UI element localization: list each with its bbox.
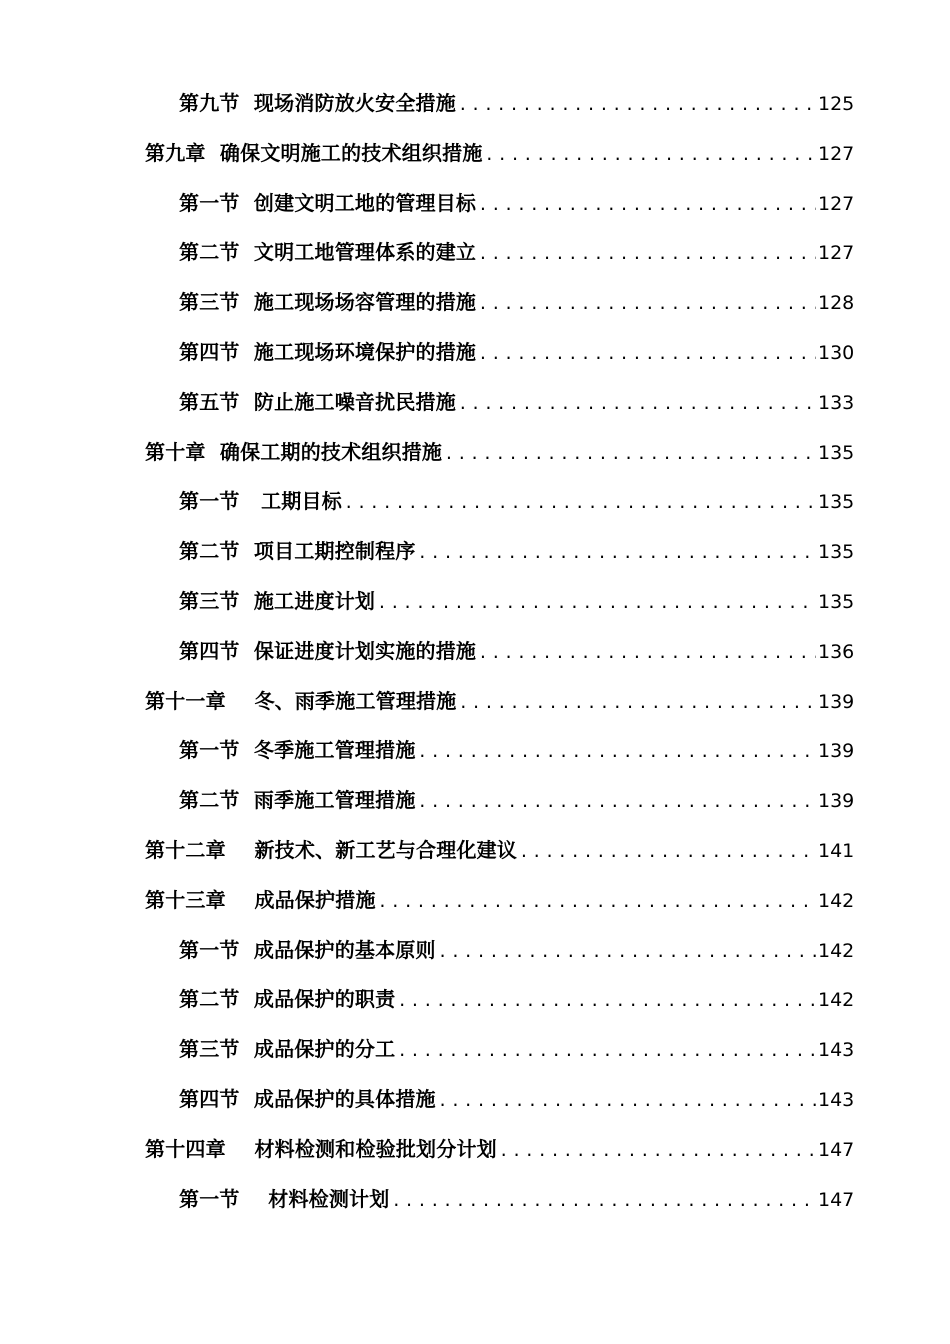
dot-leader — [519, 827, 816, 877]
dot-leader — [458, 80, 816, 130]
toc-chapter-entry[interactable] — [0, 876, 950, 926]
toc-page-number: 142 — [818, 889, 855, 912]
toc-entry-title: 第十章 确保工期的技术组织措施 — [145, 439, 443, 464]
dot-leader — [391, 1176, 816, 1226]
toc-entry-title: 第四节 施工现场环境保护的措施 — [179, 339, 477, 364]
toc-page-number: 142 — [818, 939, 855, 962]
toc-entry-title: 第一节 工期目标 — [179, 489, 342, 514]
dot-leader — [444, 429, 816, 479]
dot-leader — [478, 279, 816, 329]
toc-page-number: 127 — [818, 142, 855, 165]
dot-leader — [378, 877, 816, 927]
toc-page-number: 127 — [818, 242, 855, 265]
toc-section-entry[interactable] — [0, 1075, 950, 1125]
toc-page-number: 143 — [818, 1088, 855, 1111]
toc-section-entry[interactable] — [0, 627, 950, 677]
toc-section-entry[interactable] — [0, 328, 950, 378]
toc-section-entry[interactable] — [0, 577, 950, 627]
dot-leader — [478, 229, 816, 279]
toc-entry-title: 第十二章 新技术、新工艺与合理化建议 — [145, 837, 518, 862]
dot-leader — [377, 578, 816, 628]
toc-page-number: 136 — [818, 640, 855, 663]
toc-page-number: 125 — [818, 93, 855, 115]
dot-leader — [438, 1076, 816, 1126]
toc-entry-title: 第十三章 成品保护措施 — [145, 887, 376, 912]
toc-page-number: 130 — [818, 341, 855, 364]
toc-page-number: 141 — [818, 839, 855, 862]
toc-section-entry[interactable] — [0, 179, 950, 229]
toc-section-entry[interactable] — [0, 278, 950, 328]
toc-entry-title: 第一节 材料检测计划 — [179, 1186, 390, 1211]
toc-page-number: 128 — [818, 292, 855, 315]
toc-page-number: 135 — [818, 441, 855, 464]
toc-entry-title: 第十四章 材料检测和检验批划分计划 — [145, 1136, 497, 1161]
toc-chapter-entry[interactable] — [0, 428, 950, 478]
dot-leader — [499, 1126, 816, 1176]
dot-leader — [478, 180, 816, 230]
toc-chapter-entry[interactable] — [0, 826, 950, 876]
toc-entry-title: 第二节 雨季施工管理措施 — [179, 788, 416, 813]
toc-chapter-entry[interactable] — [0, 677, 950, 727]
toc-section-entry[interactable] — [0, 477, 950, 527]
toc-page-number: 127 — [818, 192, 855, 215]
toc-section-entry[interactable] — [0, 79, 950, 129]
dot-leader — [418, 777, 816, 827]
toc-section-entry[interactable] — [0, 975, 950, 1025]
toc-section-entry[interactable] — [0, 926, 950, 976]
toc-entry-title: 第四节 成品保护的具体措施 — [179, 1086, 436, 1111]
toc-page-number: 135 — [818, 491, 855, 514]
dot-leader — [344, 478, 816, 528]
toc-entry-title: 第二节 成品保护的职责 — [179, 987, 396, 1012]
toc-entry-title: 第五节 防止施工噪音扰民措施 — [179, 389, 456, 414]
toc-page-number: 147 — [818, 1188, 855, 1211]
toc-entry-title: 第一节 创建文明工地的管理目标 — [179, 190, 477, 215]
dot-leader — [438, 927, 816, 977]
toc-entry-title: 第一节 冬季施工管理措施 — [179, 738, 416, 763]
dot-leader — [418, 528, 816, 578]
dot-leader — [458, 678, 816, 728]
toc-entry-title: 第三节 施工现场场容管理的措施 — [179, 290, 477, 315]
table-of-contents — [0, 79, 950, 1224]
toc-entry-title: 第一节 成品保护的基本原则 — [179, 937, 436, 962]
dot-leader — [418, 727, 816, 777]
dot-leader — [458, 379, 816, 429]
toc-entry-title: 第三节 成品保护的分工 — [179, 1037, 396, 1062]
toc-section-entry[interactable] — [0, 1175, 950, 1225]
toc-chapter-entry[interactable] — [0, 129, 950, 179]
toc-section-entry[interactable] — [0, 378, 950, 428]
toc-page-number: 147 — [818, 1138, 855, 1161]
toc-entry-title: 第十一章 冬、雨季施工管理措施 — [145, 688, 457, 713]
toc-section-entry[interactable] — [0, 228, 950, 278]
dot-leader — [478, 628, 816, 678]
toc-section-entry[interactable] — [0, 527, 950, 577]
dot-leader — [397, 1026, 816, 1076]
toc-page-number: 135 — [818, 590, 855, 613]
toc-section-entry[interactable] — [0, 1025, 950, 1075]
toc-page-number: 133 — [818, 391, 855, 414]
dot-leader — [478, 329, 816, 379]
toc-entry-title: 第二节 项目工期控制程序 — [179, 539, 416, 564]
toc-section-entry[interactable] — [0, 776, 950, 826]
dot-leader — [397, 976, 816, 1026]
toc-entry-title: 第三节 施工进度计划 — [179, 588, 376, 613]
toc-entry-title: 第九章 确保文明施工的技术组织措施 — [145, 140, 483, 165]
toc-page-number: 139 — [818, 740, 855, 763]
toc-page-number: 139 — [818, 690, 855, 713]
toc-section-entry[interactable] — [0, 726, 950, 776]
toc-page-number: 139 — [818, 790, 855, 813]
toc-chapter-entry[interactable] — [0, 1125, 950, 1175]
toc-entry-title: 第九节 现场消防放火安全措施 — [179, 91, 456, 115]
toc-page-number: 142 — [818, 989, 855, 1012]
toc-page-number: 143 — [818, 1039, 855, 1062]
dot-leader — [485, 130, 816, 180]
toc-entry-title: 第四节 保证进度计划实施的措施 — [179, 638, 477, 663]
toc-page-number: 135 — [818, 541, 855, 564]
toc-entry-title: 第二节 文明工地管理体系的建立 — [179, 240, 477, 265]
